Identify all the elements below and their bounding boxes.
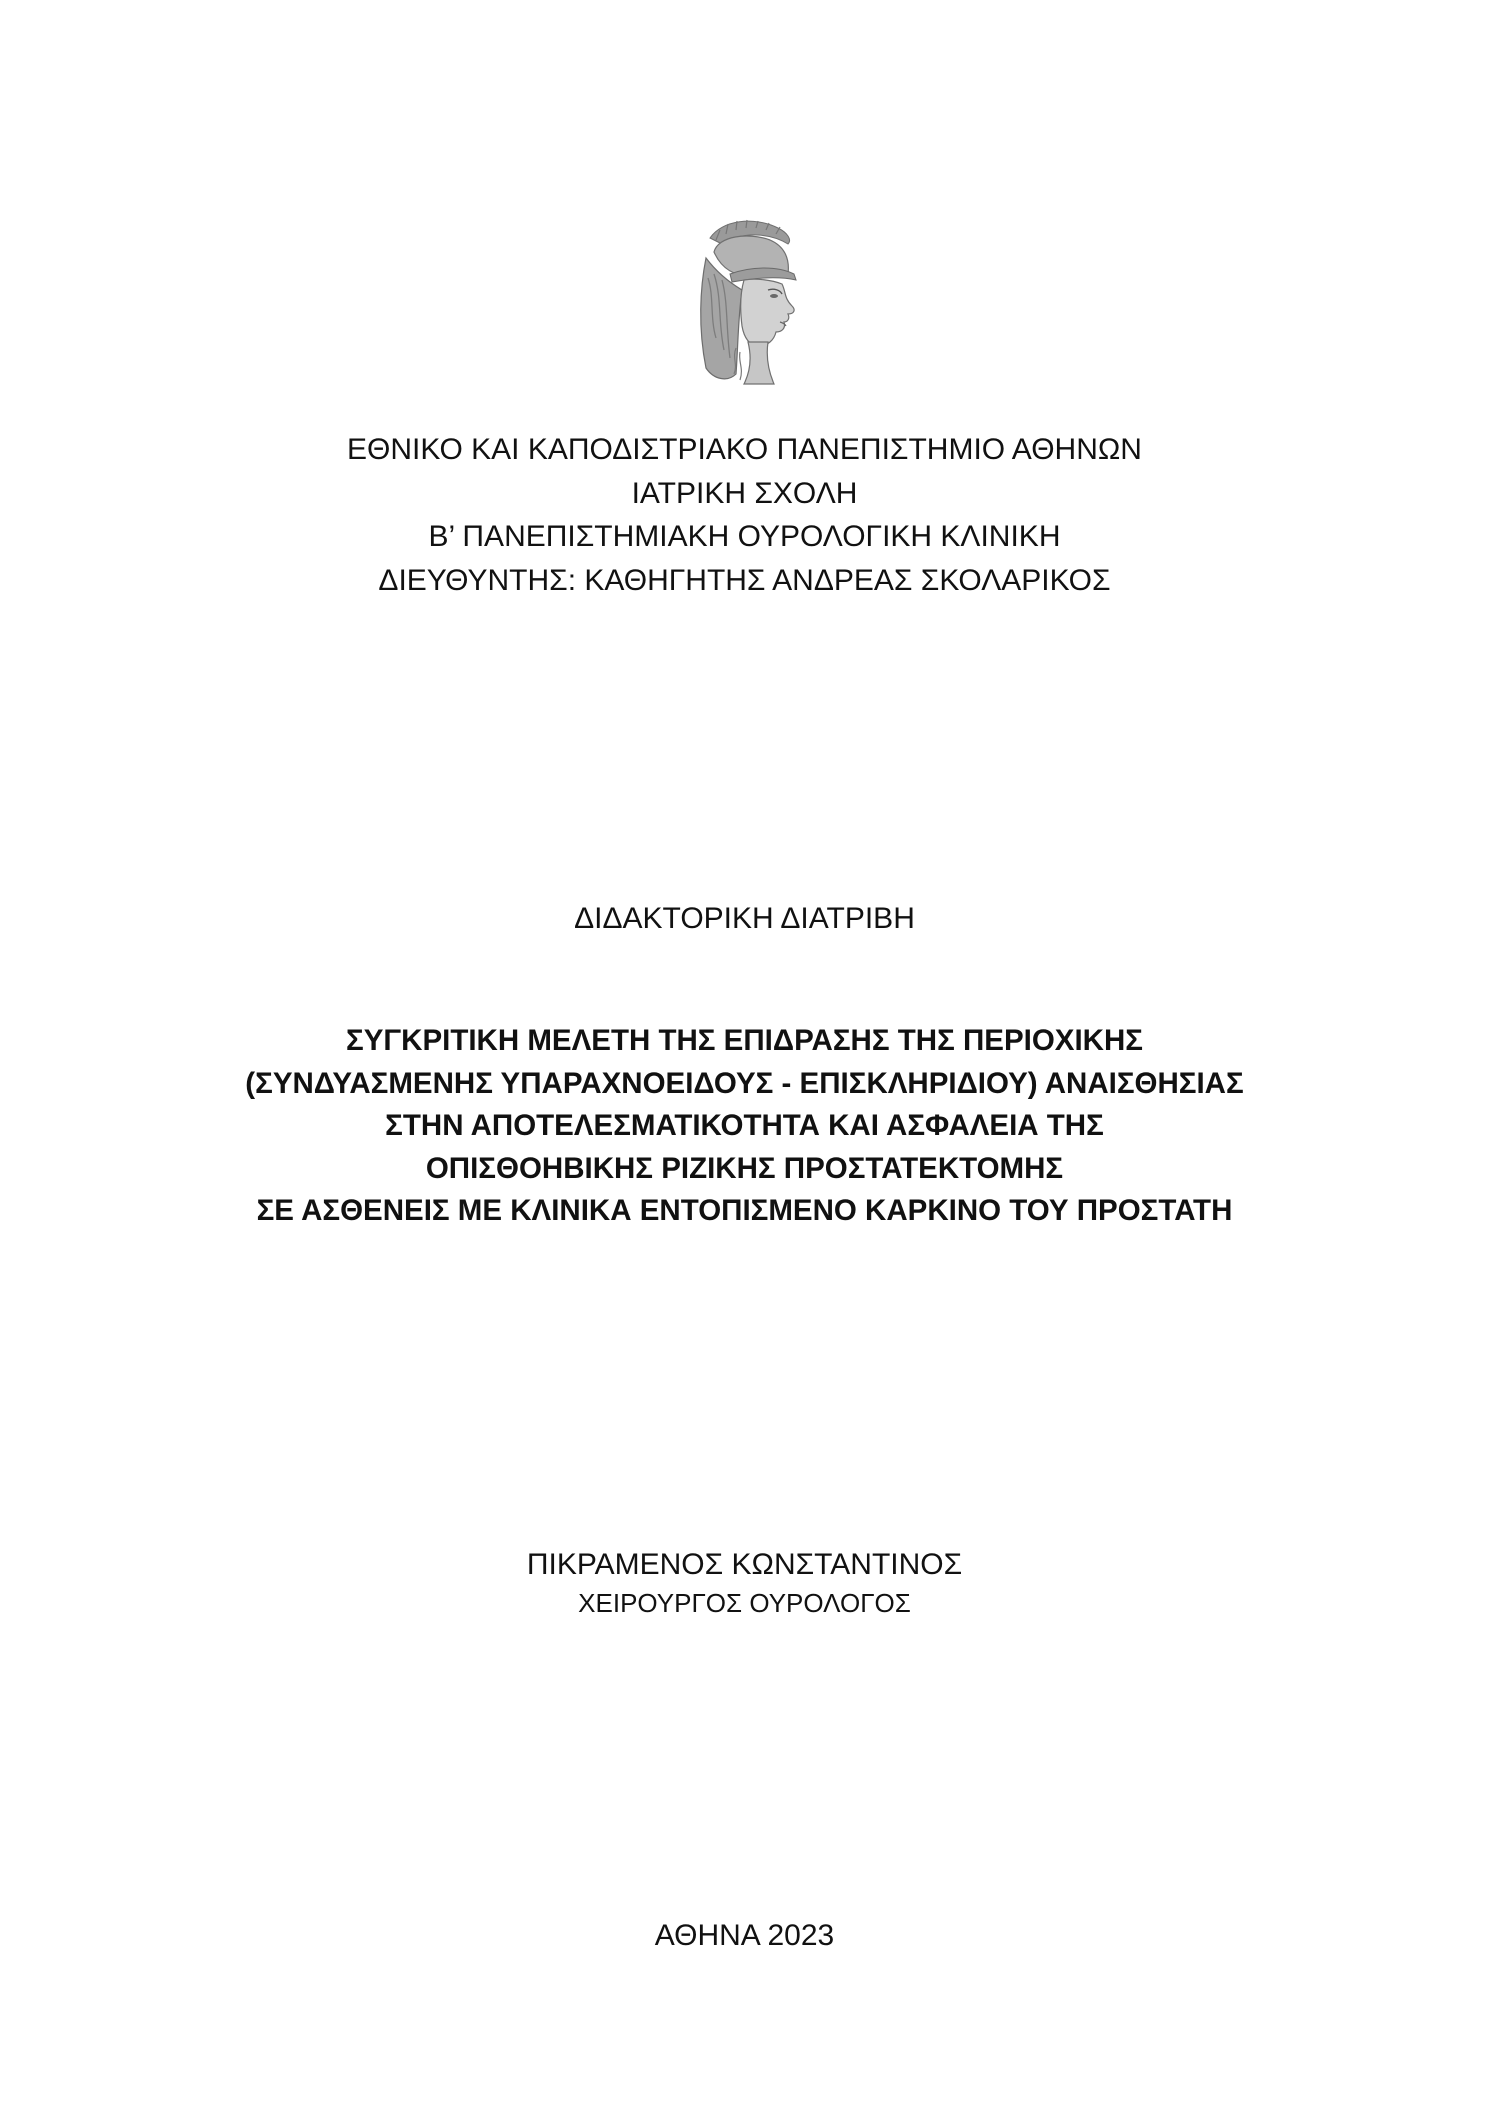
thesis-title-line-5: ΣΕ ΑΣΘΕΝΕΙΣ ΜΕ ΚΛΙΝΙΚΑ ΕΝΤΟΠΙΣΜΕΝΟ ΚΑΡΚΙΝΟ ΤΟΥ ΠΡΟΣΤΑΤΗ bbox=[256, 1194, 1233, 1228]
place-and-year bbox=[0, 1914, 1489, 1957]
clinic-director: ΔΙΕΥΘΥΝΤΗΣ: ΚΑΘΗΓΗΤΗΣ ΑΝΔΡΕΑΣ ΣΚΟΛΑΡΙΚΟΣ bbox=[378, 563, 1111, 597]
institution-block bbox=[0, 428, 1489, 602]
thesis-title-line-4: ΟΠΙΣΘΟΗΒΙΚΗΣ ΡΙΖΙΚΗΣ ΠΡΟΣΤΑΤΕΚΤΟΜΗΣ bbox=[425, 1151, 1064, 1185]
athena-helmeted-head-emblem-icon bbox=[692, 218, 810, 388]
author-block bbox=[0, 1543, 1489, 1620]
school-name: ΙΑΤΡΙΚΗ ΣΧΟΛΗ bbox=[631, 476, 858, 510]
thesis-title-line-1: ΣΥΓΚΡΙΤΙΚΗ ΜΕΛΕΤΗ ΤΗΣ ΕΠΙΔΡΑΣΗΣ ΤΗΣ ΠΕΡΙΟΧΙΚΗΣ bbox=[346, 1024, 1143, 1057]
university-name: ΕΘΝΙΚΟ ΚΑΙ ΚΑΠΟΔΙΣΤΡΙΑΚΟ ΠΑΝΕΠΙΣΤΗΜΙΟ ΑΘΗΝΩΝ bbox=[347, 433, 1142, 466]
author-name: ΠΙΚΡΑΜΕΝΟΣ ΚΩΝΣΤΑΝΤΙΝΟΣ bbox=[526, 1548, 963, 1581]
thesis-title bbox=[0, 1020, 1489, 1233]
place-year-label: ΑΘΗΝΑ 2023 bbox=[654, 1919, 835, 1952]
document-type bbox=[0, 897, 1489, 940]
author-role: ΧΕΙΡΟΥΡΓΟΣ ΟΥΡΟΛΟΓΟΣ bbox=[578, 1588, 911, 1618]
thesis-title-line-2: (ΣΥΝΔΥΑΣΜΕΝΗΣ ΥΠΑΡΑΧΝΟΕΙΔΟΥΣ - ΕΠΙΣΚΛΗΡΙΔΙΟΥ) ΑΝΑΙΣΘΗΣΙΑΣ bbox=[245, 1066, 1244, 1100]
document-type-label: ΔΙΔΑΚΤΟΡΙΚΗ ΔΙΑΤΡΙΒΗ bbox=[574, 902, 915, 935]
thesis-title-line-3: ΣΤΗΝ ΑΠΟΤΕΛΕΣΜΑΤΙΚΟΤΗΤΑ ΚΑΙ ΑΣΦΑΛΕΙΑ ΤΗΣ bbox=[385, 1109, 1104, 1143]
clinic-name: Β’ ΠΑΝΕΠΙΣΤΗΜΙΑΚΗ ΟΥΡΟΛΟΓΙΚΗ ΚΛΙΝΙΚΗ bbox=[428, 520, 1061, 553]
